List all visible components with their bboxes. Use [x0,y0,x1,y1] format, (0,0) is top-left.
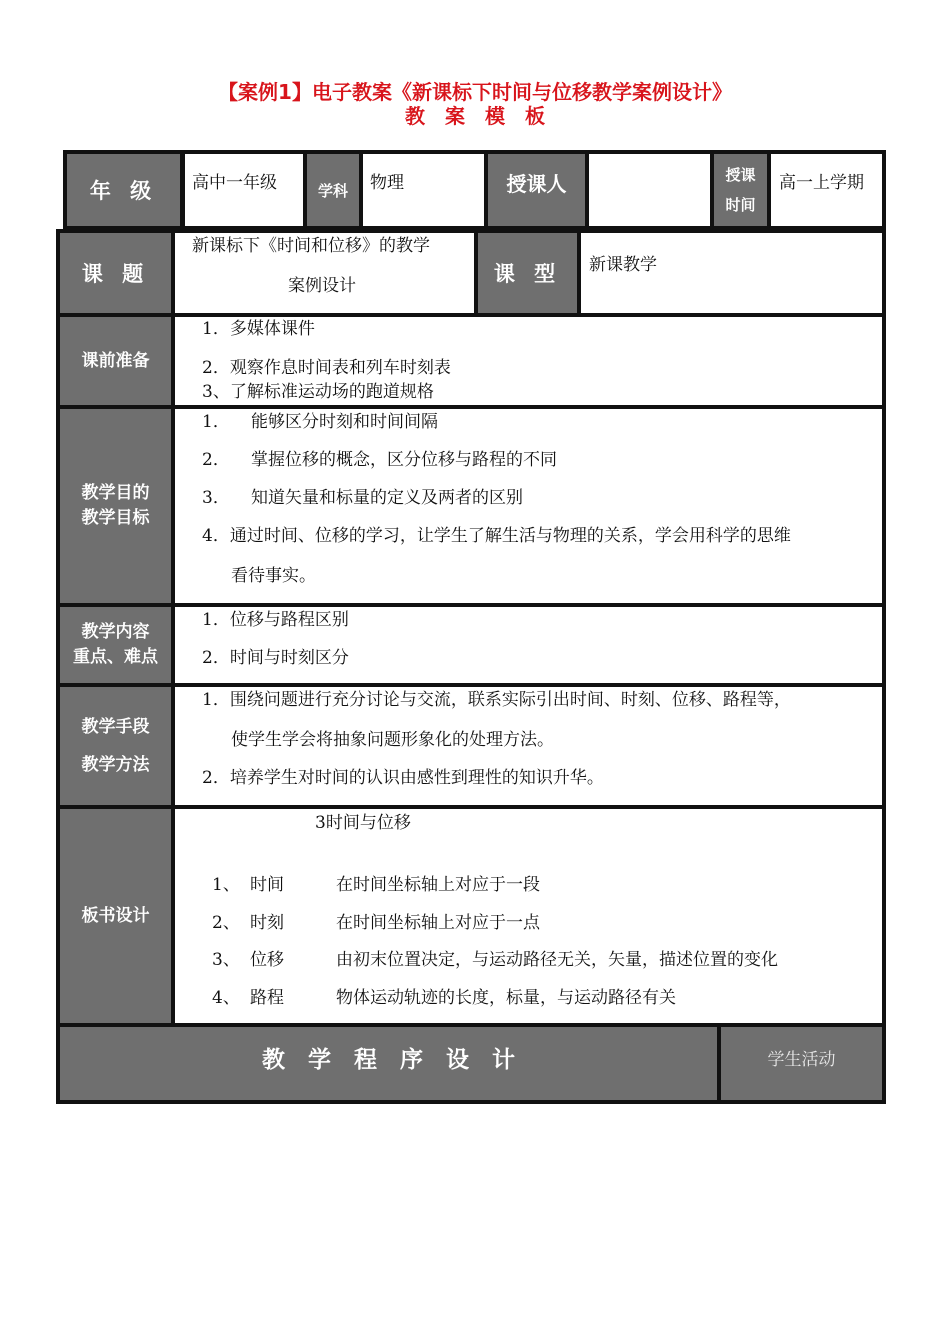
goal-item-1-num: 1． [202,412,230,432]
goals-label-line2: 教学目标 [81,508,150,528]
board-content [175,809,882,1023]
methods-content [175,687,882,805]
goal-item-3-num: 3． [202,488,230,508]
methods-label [60,687,171,805]
board-row-4-term: 路程 [250,988,284,1008]
board-row-1-num: 1、 [212,875,240,895]
goal-item-1-text: 能够区分时刻和时间间隔 [251,412,438,432]
time-label-cell [714,154,767,226]
grade-value-cell [185,154,303,226]
board-row-4-num: 4、 [212,988,240,1008]
board-row-2-desc: 在时间坐标轴上对应于一点 [336,913,540,933]
grade-label: 年 级 [67,154,180,226]
goals-label [60,409,171,603]
type-value: 新课教学 [589,255,657,275]
prep-label: 课前准备 [60,317,171,405]
time-label-line1: 授课 [725,166,756,184]
goals-label-line1: 教学目的 [81,483,150,503]
prep-item-1: 1．多媒体课件 [202,319,315,339]
goal-item-4-line2: 看待事实。 [231,566,316,586]
topic-label: 课 题 [60,233,171,313]
board-heading: 3时间与位移 [315,813,411,833]
goal-item-2-num: 2． [202,450,230,470]
time-label-line2: 时间 [725,196,756,214]
time-value: 高一上学期 [779,173,864,193]
board-row-3-desc: 由初末位置决定，与运动路径无关，矢量，描述位置的变化 [336,950,778,970]
prep-content [175,317,882,405]
prep-item-2: 2．观察作息时间表和列车时刻表 [202,358,451,378]
content-item-1: 1．位移与路程区别 [202,610,349,630]
goals-content [175,409,882,603]
content-item-2: 2．时间与时刻区分 [202,648,349,668]
teacher-value-cell [589,154,710,226]
topic-value-cell [175,233,474,313]
content-label-line2: 重点、难点 [73,647,158,667]
subject-value: 物理 [370,173,404,193]
prep-item-3: 3、了解标准运动场的跑道规格 [202,382,434,402]
methods-label-line1: 教学手段 [81,717,150,737]
time-value-cell [771,154,882,226]
board-row-3-term: 位移 [250,950,284,970]
content-label-line1: 教学内容 [81,622,150,642]
grade-value: 高中一年级 [192,173,277,193]
topic-value-line1: 新课标下《时间和位移》的教学 [192,236,430,256]
board-row-1-desc: 在时间坐标轴上对应于一段 [336,875,540,895]
methods-label-line2: 教学方法 [81,755,150,775]
board-row-3-num: 3、 [212,950,240,970]
goal-item-4-line1: 4．通过时间、位移的学习，让学生了解生活与物理的关系，学会用科学的思维 [202,526,791,546]
methods-item-1-line1: 1．围绕问题进行充分讨论与交流，联系实际引出时间、时刻、位移、路程等， [202,690,791,710]
content-label [60,607,171,683]
teacher-label: 授课人 [488,154,585,226]
board-row-1-term: 时间 [250,875,284,895]
goal-item-3-text: 知道矢量和标量的定义及两者的区别 [251,488,523,508]
program-design-label: 教 学 程 序 设 计 [60,1027,717,1100]
document-subtitle: 教 案 模 板 [405,104,545,128]
methods-item-2: 2．培养学生对时间的认识由感性到理性的知识升华。 [202,768,604,788]
board-label: 板书设计 [60,809,171,1023]
student-activity-label: 学生活动 [721,1027,882,1100]
type-value-cell [581,233,882,313]
board-row-2-num: 2、 [212,913,240,933]
document-title: 【案例1】电子教案《新课标下时间与位移教学案例设计》 [218,80,732,104]
subject-label: 学科 [307,154,359,226]
subject-value-cell [363,154,484,226]
goal-item-2-text: 掌握位移的概念，区分位移与路程的不同 [251,450,557,470]
content-content [175,607,882,683]
topic-value-line2: 案例设计 [288,276,356,296]
type-label: 课 型 [478,233,577,313]
methods-item-1-line2: 使学生学会将抽象问题形象化的处理方法。 [231,730,554,750]
board-row-2-term: 时刻 [250,913,284,933]
board-row-4-desc: 物体运动轨迹的长度，标量，与运动路径有关 [336,988,676,1008]
